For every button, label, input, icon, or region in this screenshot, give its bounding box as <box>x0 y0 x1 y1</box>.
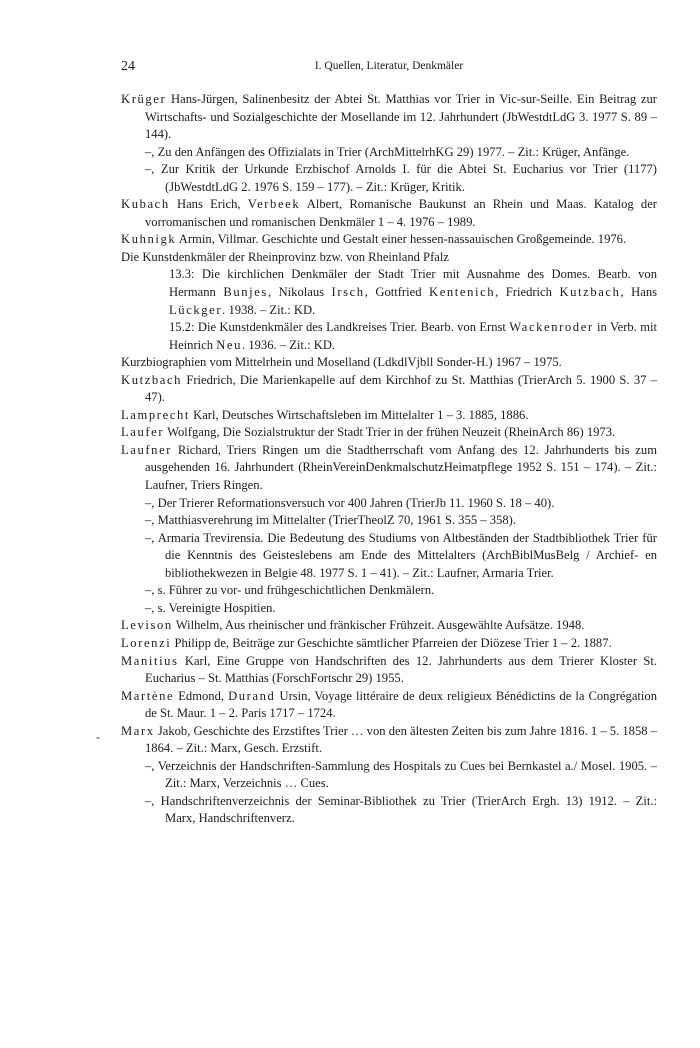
bib-entry <box>121 144 657 162</box>
entry-text: Wilhelm, Aus rheinischer und fränkischer Frühzeit. Ausgewählte Aufsätze. 1948. <box>172 618 585 633</box>
bib-entry <box>121 231 657 249</box>
entry-text: Ursin, Voyage littéraire de deux religieux Bénédictins de la Congrégation de St. Maur. 1 – 2. Paris 1717 – 1724. <box>145 688 658 721</box>
author-name: Levison <box>121 618 173 633</box>
volume-text: 15.2: Die Kunstdenkmäler des Landkreises Trier. Bearb. von Ernst <box>169 320 510 335</box>
collection-title: Die Kunstdenkmäler der Rheinprovinz bzw. von Rheinland Pfalz <box>121 249 449 264</box>
bib-entry <box>121 617 657 635</box>
bib-entry <box>121 424 657 442</box>
volume-text: , Friedrich <box>495 285 560 300</box>
volume-text: . 1938. – Zit.: KD. <box>222 302 316 317</box>
entry-text: Wolfgang, Die Sozialstruktur der Stadt Trier in der frühen Neuzeit (RheinArch 86) 1973. <box>164 425 616 440</box>
bib-entry <box>121 600 657 618</box>
entry-text: Philipp de, Beiträge zur Geschichte sämtlicher Pfarreien der Diözese Trier 1 – 2. 1887. <box>171 635 612 650</box>
editor-name: Wackenroder <box>509 320 594 335</box>
entry-text: –, s. Führer zu vor- und frühgeschichtlichen Denkmälern. <box>145 583 435 598</box>
author-name: Laufner <box>121 442 173 457</box>
entry-text: –, Handschriftenverzeichnis der Seminar-Bibliothek zu Trier (TrierArch Ergh. 13) 1912. – Zit.: Marx, Handschriftenverz. <box>145 793 657 826</box>
entry-text: –, Zu den Anfängen des Offizialats in Trier (ArchMittelrhKG 29) 1977. – Zit.: Krüger, Anfänge. <box>145 144 630 159</box>
editor-name: Kentenich <box>429 285 496 300</box>
volume-text: , Hans <box>620 285 658 300</box>
author-name: Lamprecht <box>121 407 190 422</box>
entry-text: Kurzbiographien vom Mittelrhein und Moselland (LdkdlVjbll Sonder-H.) 1967 – 1975. <box>121 355 562 370</box>
bib-entry <box>121 161 657 196</box>
editor-name: Neu <box>216 337 243 352</box>
bib-entry <box>121 582 657 600</box>
entry-text: Albert, Romanische Baukunst an Rhein und Maas. Katalog der vorromanischen und romanischen Denkmäler 1 – 4. 1976 – 1989. <box>145 197 657 229</box>
entry-text: Karl, Eine Gruppe von Handschriften des 12. Jahrhunderts aus dem Trierer Kloster St. Eucharius – St. Matthias (ForschFortschr 29) 1955. <box>145 653 657 686</box>
volume-text: , Nikolaus <box>267 285 332 300</box>
bib-entry <box>121 442 657 495</box>
entry-text: Karl, Deutsches Wirtschaftsleben im Mittelalter 1 – 3. 1885, 1886. <box>189 407 529 422</box>
entry-text: –, Zur Kritik der Urkunde Erzbischof Arnolds I. für die Abtei St. Eucharius vor Trier (1177) (JbWestdtLdG 2. 1976 S. 159 – 177). – Zit.: Krüger, Kritik. <box>145 162 657 194</box>
author-name: Krüger <box>121 92 167 106</box>
volume-text: in Verb. mit Heinrich <box>169 320 658 352</box>
bib-entry <box>121 196 657 231</box>
bib-entry <box>121 372 657 407</box>
editor-name: Kutzbach <box>559 285 621 300</box>
entry-text: Friedrich, Die Marienkapelle auf dem Kirchhof zu St. Matthias (TrierArch 5. 1900 S. 37 – 47). <box>145 372 657 405</box>
entry-text: Armin, Villmar. Geschichte und Gestalt einer hessen-nassauischen Großgemeinde. 1976. <box>176 232 627 247</box>
author-name: Martène <box>121 688 175 703</box>
bibliography-list <box>121 91 657 828</box>
page-header <box>121 59 657 79</box>
editor-name: Irsch <box>331 285 365 300</box>
bib-entry <box>121 354 657 372</box>
entry-text: Jakob, Geschichte des Erzstiftes Trier … von den ältesten Zeiten bis zum Jahre 1816. 1 – 5. 1858 – 1864. – Zit.: Marx, Gesch. Erzstift. <box>145 723 657 756</box>
bib-entry <box>121 653 657 688</box>
volume-entry <box>145 266 657 319</box>
entry-text: Richard, Triers Ringen um die Stadtherrschaft vom Anfang des 12. Jahrhunderts bis zum ausgehenden 16. Jahrhundert (RheinVereinDenkmalschutzHeimatpflege 1952 S. 151 – 174). – Zit.: Laufner, Triers Ringen. <box>145 442 657 493</box>
page-number: 24 <box>121 59 135 74</box>
entry-text: –, Matthiasverehrung im Mittelalter (TrierTheolZ 70, 1961 S. 355 – 358). <box>145 513 516 528</box>
running-title: I. Quellen, Literatur, Denkmäler <box>314 60 464 72</box>
volume-text: 13.3: Die kirchlichen Denkmäler der Stadt Trier mit Ausnahme des Domes. Bearb. von Hermann <box>169 267 657 300</box>
bib-entry <box>121 635 657 653</box>
volume-text: . 1936. – Zit.: KD. <box>242 337 336 352</box>
entry-text: –, Armaria Trevirensia. Die Bedeutung des Studiums von Altbeständen der Stadtbibliothek Trier für die Kenntnis des Geisteslebens am Ende des Mittelalters (ArchBiblMusBelg / Archief- en bibliothekwezen in Belgie 48. 1977 S. 1 – 41). – Zit.: Laufner, Armaria Trier. <box>145 530 657 580</box>
entry-text: –, s. Vereinigte Hospitien. <box>145 600 276 615</box>
author-name: Verbeek <box>247 197 301 212</box>
bib-entry <box>121 495 657 513</box>
author-name: Kutzbach <box>121 372 183 387</box>
author-name: Marx <box>121 723 155 738</box>
margin-mark: - <box>96 730 100 744</box>
entry-text: Edmond, <box>174 688 229 703</box>
entry-text: –, Verzeichnis der Handschriften-Sammlung des Hospitals zu Cues bei Bernkastel a./ Mosel. 1905. – Zit.: Marx, Verzeichnis … Cues. <box>145 758 657 791</box>
author-name: Kuhnigk <box>121 232 177 247</box>
bib-entry <box>121 688 657 723</box>
entry-text: Hans Erich, <box>169 197 248 212</box>
volume-entry <box>145 319 657 354</box>
bib-entry <box>121 758 657 793</box>
bib-entry <box>121 512 657 530</box>
author-name: Manitius <box>121 653 179 668</box>
bib-entry <box>121 723 657 758</box>
editor-name: Lückger <box>169 302 223 317</box>
bib-entry-collection <box>121 249 657 354</box>
author-name: Lorenzi <box>121 635 172 650</box>
bib-entry <box>121 407 657 425</box>
entry-text: –, Der Trierer Reformationsversuch vor 400 Jahren (TrierJb 11. 1960 S. 18 – 40). <box>145 495 555 510</box>
bib-entry <box>121 91 657 144</box>
editor-name: Bunjes <box>223 285 268 300</box>
volume-text: , Gottfried <box>364 285 429 300</box>
author-name: Durand <box>228 688 276 703</box>
author-name: Kubach <box>121 197 170 212</box>
bib-entry <box>121 793 657 828</box>
entry-text: Hans-Jürgen, Salinenbesitz der Abtei St. Matthias vor Trier in Vic-sur-Seille. Ein Beitrag zur Wirtschafts- und Sozialgeschichte der Mosellande im 12. Jahrhundert (JbWestdtLdG 3. 1977 S. 89 – 144). <box>145 92 657 142</box>
bib-entry <box>121 530 657 583</box>
author-name: Laufer <box>121 425 165 440</box>
